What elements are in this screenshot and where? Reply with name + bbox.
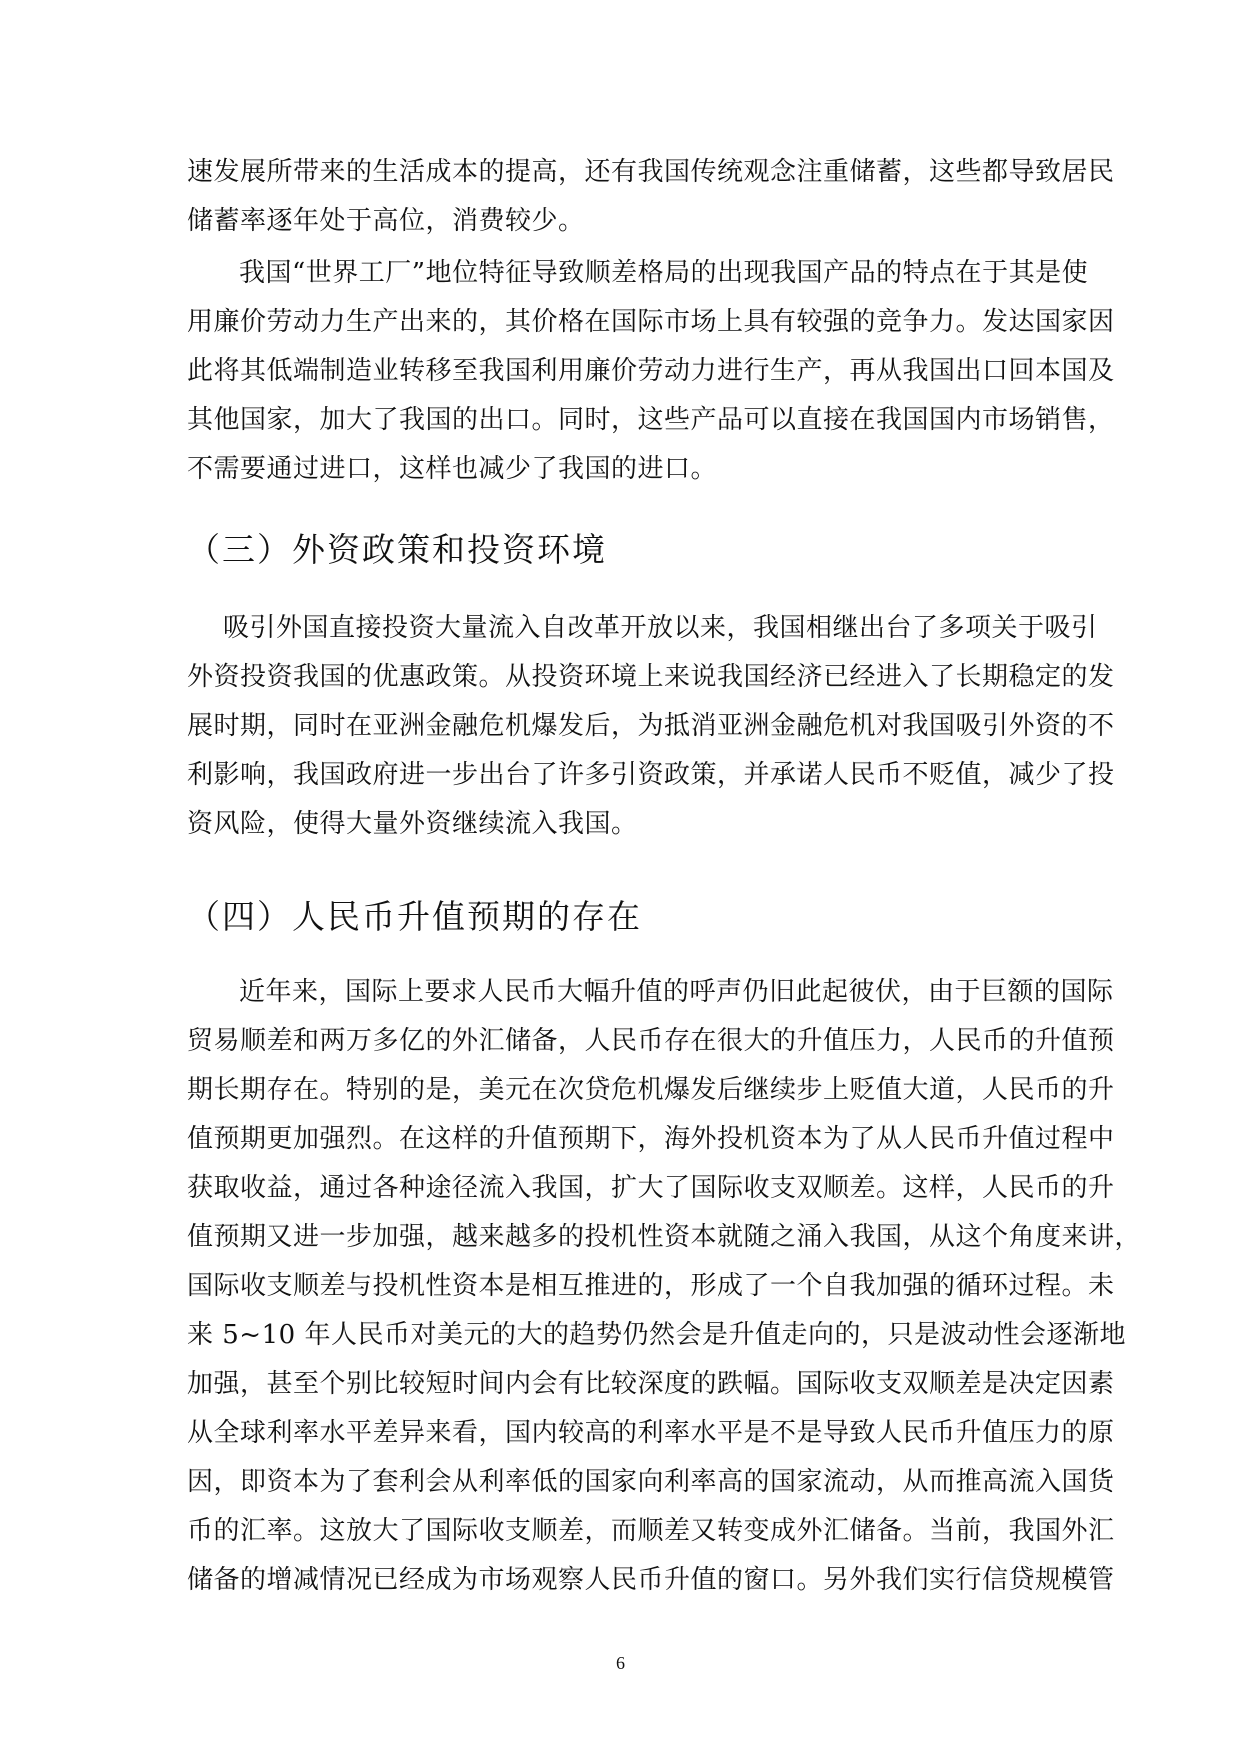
paragraph-line: 国际收支顺差与投机性资本是相互推进的，形成了一个自我加强的循环过程。未 (187, 1271, 1115, 1301)
paragraph-line: 不需要通过进口，这样也减少了我国的进口。 (187, 454, 718, 484)
paragraph-line: 吸引外国直接投资大量流入自改革开放以来，我国相继出台了多项关于吸引 (223, 613, 1098, 643)
paragraph-line: 此将其低端制造业转移至我国利用廉价劳动力进行生产，再从我国出口回本国及 (187, 356, 1115, 386)
paragraph-line: 加强，甚至个别比较短时间内会有比较深度的跌幅。国际收支双顺差是决定因素 (187, 1369, 1115, 1399)
paragraph-2 (187, 249, 1115, 494)
page-number: 6 (616, 1653, 625, 1673)
paragraph-line: 展时期，同时在亚洲金融危机爆发后，为抵消亚洲金融危机对我国吸引外资的不 (187, 711, 1115, 741)
paragraph-line: 我国“世界工厂”地位特征导致顺差格局的出现我国产品的特点在于其是使 (239, 258, 1089, 288)
paragraph-line: 从全球利率水平差异来看，国内较高的利率水平是不是导致人民币升值压力的原 (187, 1418, 1115, 1448)
paragraph-1 (187, 148, 1115, 246)
paragraph-line: 利影响，我国政府进一步出台了许多引资政策，并承诺人民币不贬值，减少了投 (187, 760, 1115, 790)
paragraph-line: 因，即资本为了套利会从利率低的国家向利率高的国家流动，从而推高流入国货 (187, 1467, 1115, 1497)
paragraph-line: 外资投资我国的优惠政策。从投资环境上来说我国经济已经进入了长期稳定的发 (187, 662, 1115, 692)
paragraph-line: 币的汇率。这放大了国际收支顺差，而顺差又转变成外汇储备。当前，我国外汇 (187, 1516, 1115, 1546)
paragraph-line: 资风险，使得大量外资继续流入我国。 (187, 809, 638, 839)
paragraph-3 (187, 604, 1115, 849)
paragraph-line: 近年来，国际上要求人民币大幅升值的呼声仍旧此起彼伏，由于巨额的国际 (239, 977, 1114, 1007)
paragraph-line: 储备的增减情况已经成为市场观察人民币升值的窗口。另外我们实行信贷规模管 (187, 1565, 1115, 1595)
paragraph-line: 用廉价劳动力生产出来的，其价格在国际市场上具有较强的竞争力。发达国家因 (187, 307, 1115, 337)
paragraph-line: 其他国家，加大了我国的出口。同时，这些产品可以直接在我国国内市场销售， (187, 405, 1115, 435)
section-heading-3: （三）外资政策和投资环境 (187, 530, 607, 569)
section-heading-4: （四）人民币升值预期的存在 (187, 897, 642, 936)
paragraph-line: 速发展所带来的生活成本的提高，还有我国传统观念注重储蓄，这些都导致居民 (187, 157, 1115, 187)
paragraph-line: 储蓄率逐年处于高位，消费较少。 (187, 206, 585, 236)
paragraph-line: 期长期存在。特别的是，美元在次贷危机爆发后继续步上贬值大道，人民币的升 (187, 1075, 1115, 1105)
paragraph-4 (187, 968, 1142, 1605)
paragraph-line: 贸易顺差和两万多亿的外汇储备，人民币存在很大的升值压力，人民币的升值预 (187, 1026, 1115, 1056)
paragraph-line: 获取收益，通过各种途径流入我国，扩大了国际收支双顺差。这样，人民币的升 (187, 1173, 1115, 1203)
paragraph-line: 值预期又进一步加强，越来越多的投机性资本就随之涌入我国，从这个角度来讲， (187, 1222, 1142, 1252)
paragraph-line: 值预期更加强烈。在这样的升值预期下，海外投机资本为了从人民币升值过程中 (187, 1124, 1115, 1154)
paragraph-line: 来 5~10 年人民币对美元的大的趋势仍然会是升值走向的，只是波动性会逐渐地 (187, 1320, 1126, 1350)
